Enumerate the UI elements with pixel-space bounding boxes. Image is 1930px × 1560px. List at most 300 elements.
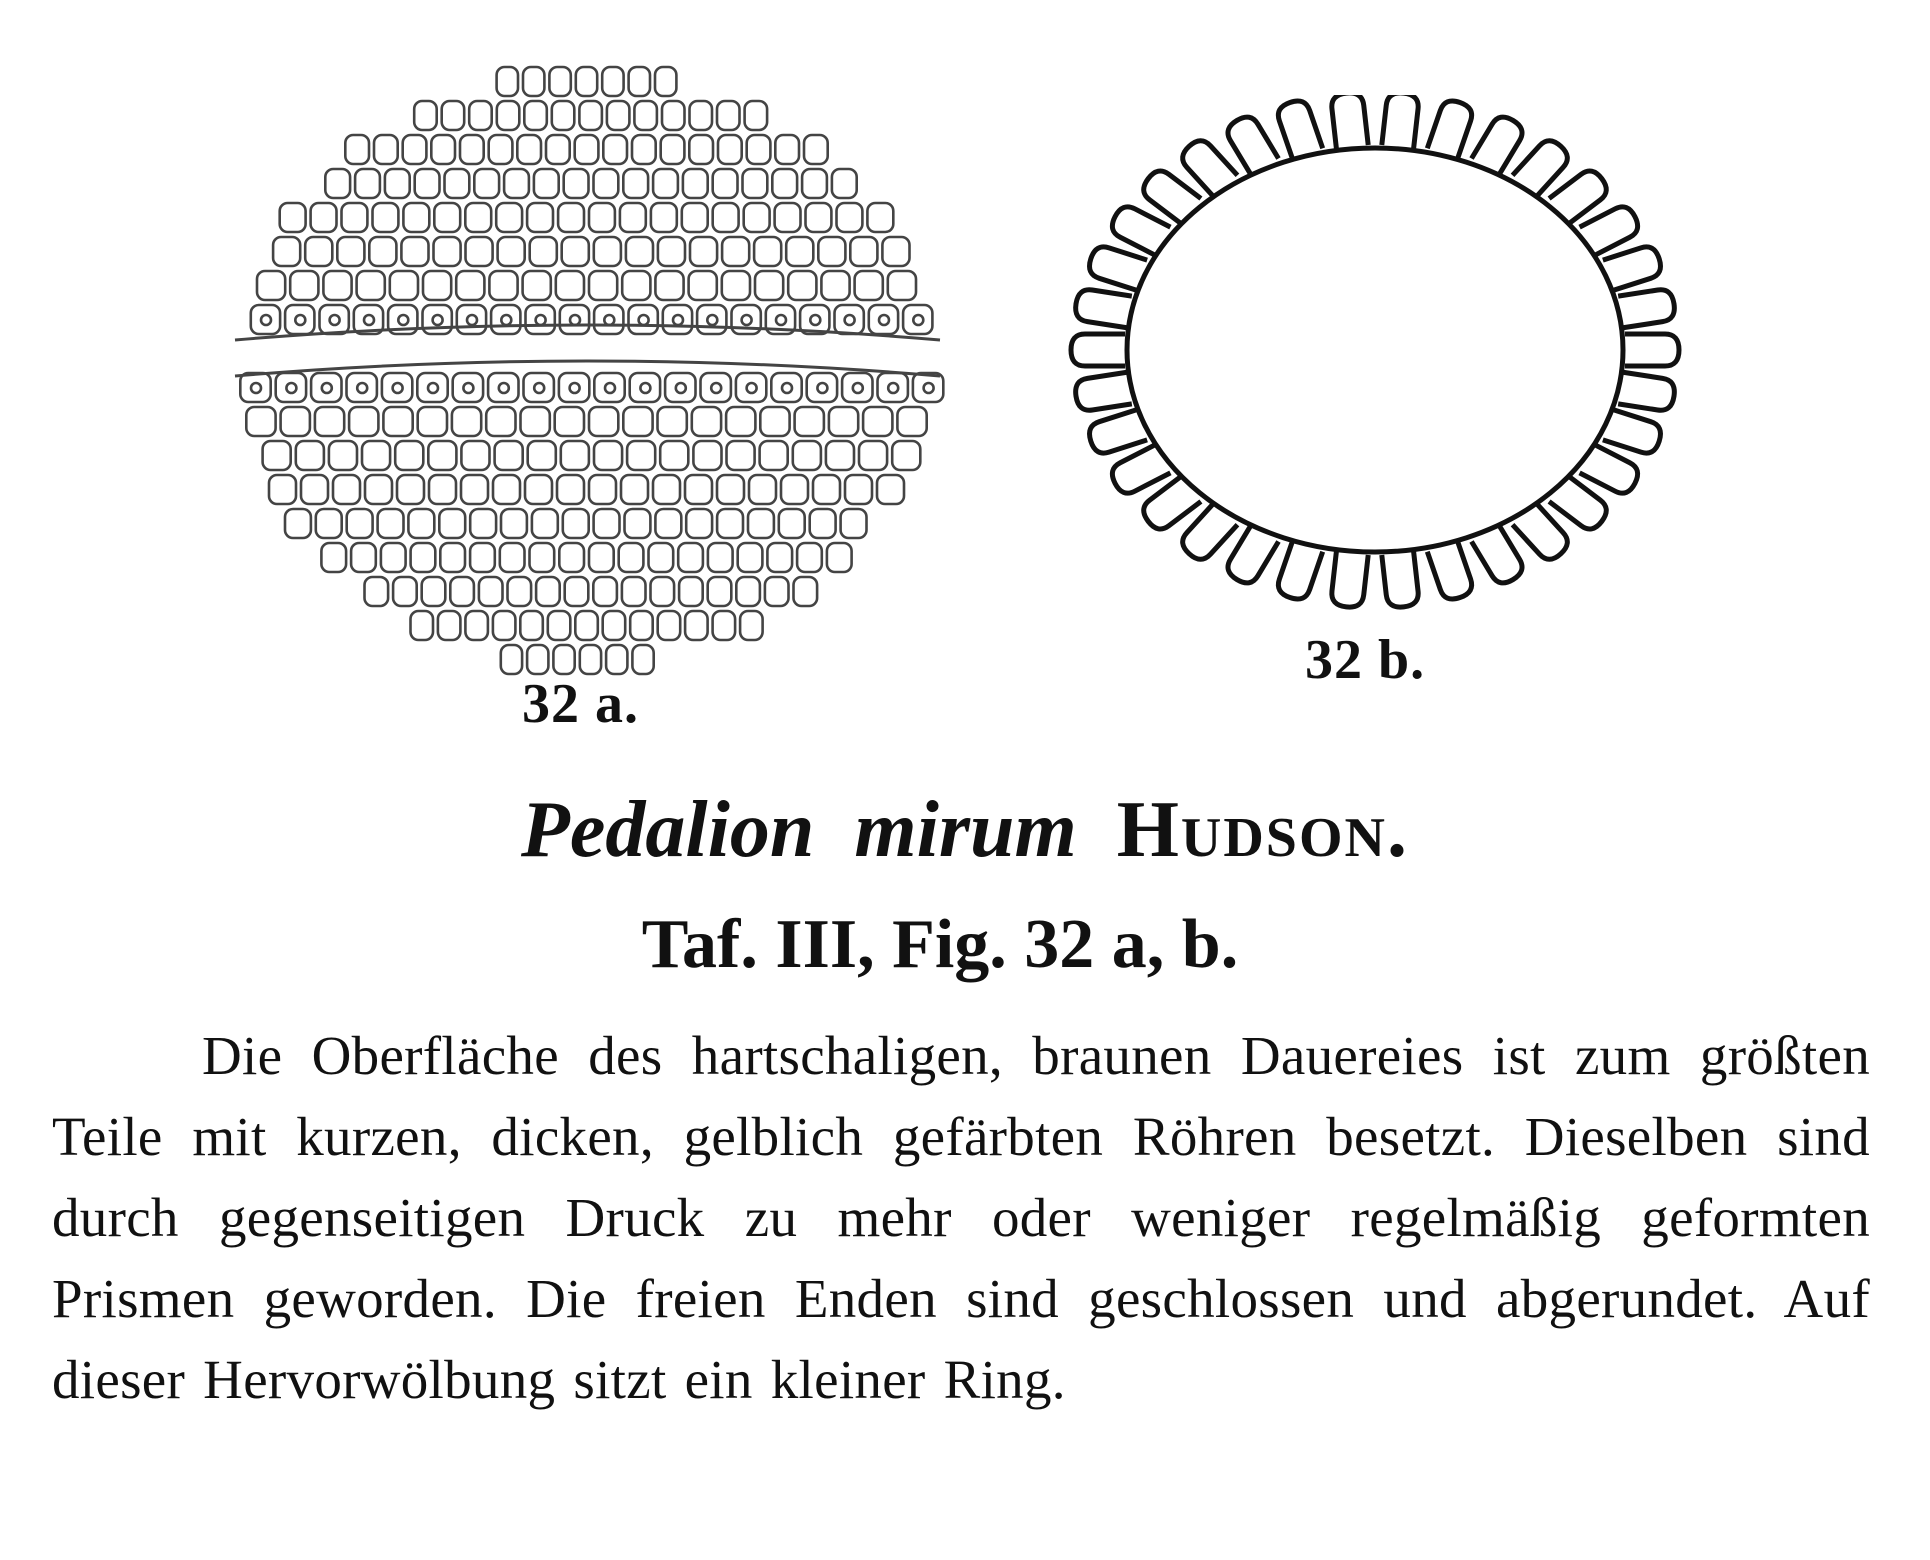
figure-32a-tube-cell (653, 475, 680, 504)
figure-32a-tube-cell (690, 237, 717, 266)
figure-32a-tube-opening (924, 383, 934, 393)
figure-32a-tube-cell (807, 373, 837, 402)
figure-32a-tube-cell (349, 407, 378, 436)
figure-32a-tube-opening (707, 315, 717, 325)
figure-32a-tube-cell (393, 577, 417, 606)
figure-32a-tube-cell (877, 475, 904, 504)
figure-32a-tube-cell (565, 577, 589, 606)
figure-32a-tube-cell (524, 101, 547, 130)
figure-32a-tube-cell (859, 441, 887, 470)
figure-32a-tube-opening (888, 383, 898, 393)
figure-32a-tube-cell (794, 577, 818, 606)
figure-32a-tube-cell (726, 407, 755, 436)
figure-32a-tube-cell (589, 407, 618, 436)
figure-32a-tube-cell (855, 271, 883, 300)
figure-32a-tube-cell (845, 475, 872, 504)
figure-32a-tube-cell (411, 611, 434, 640)
figure-32a-tube-cell (760, 441, 788, 470)
figure-32a-tube-cell (498, 237, 525, 266)
figure-32a-tube-cell (775, 203, 801, 232)
figure-32a-tube-cell (850, 237, 877, 266)
species-epithet-name: mirum (854, 786, 1077, 874)
figure-32a-tube-cell (408, 509, 434, 538)
figure-32a-tube-cell (603, 135, 627, 164)
figure-32a-tube-cell (663, 305, 692, 334)
figure-32a-tube-cell (536, 577, 560, 606)
figure-32a-tube-cell (552, 101, 575, 130)
figure-32b-tube-cell (1330, 551, 1368, 608)
figure-32a-tube-cell (553, 645, 574, 674)
figure-32a-tube-cell (810, 509, 836, 538)
figure-32a-tube-cell (557, 475, 584, 504)
figure-32a-tube-opening (782, 383, 792, 393)
figure-32a-tube-cell (440, 543, 465, 572)
figure-32a-tube-cell (257, 271, 285, 300)
figure-32a-tube-cell (679, 577, 703, 606)
figure-32a-tube-cell (579, 101, 602, 130)
figure-32a-tube-opening (330, 315, 340, 325)
figure-32a-tube-cell (489, 271, 517, 300)
figure-32a-tube-cell (682, 203, 708, 232)
figure-32a-tube-cell (414, 101, 437, 130)
figure-32a-tube-cell (423, 305, 452, 334)
figure-32a-tube-cell (841, 509, 867, 538)
figure-32a-tube-cell (713, 203, 739, 232)
figure-32a-tube-cell (892, 441, 920, 470)
figure-32a-tube-cell (594, 237, 621, 266)
figure-32a-tube-cell (795, 407, 824, 436)
figure-32a-tube-cell (878, 373, 908, 402)
figure-32a-tube-cell (665, 373, 695, 402)
figure-32a-tube-cell (708, 543, 733, 572)
figure-32a-tube-opening (673, 315, 683, 325)
figure-32a-tube-cell (869, 305, 898, 334)
figure-32a-tube-cell (620, 203, 646, 232)
figure-32a-tube-cell (693, 441, 721, 470)
figure-32a-tube-cell (465, 611, 488, 640)
figure-32a-tube-cell (793, 441, 821, 470)
figure-32a-tube-cell (431, 135, 455, 164)
figure-32a-tube-cell (632, 645, 653, 674)
figure-32a-tube-cell (771, 373, 801, 402)
figure-32a-tube-opening (676, 383, 686, 393)
figure-32a-tube-cell (701, 373, 731, 402)
figure-32a-tube-cell (373, 203, 399, 232)
figure-32a-tube-cell (630, 611, 653, 640)
figure-32a-tube-opening (604, 315, 614, 325)
figure-32a-tube-cell (501, 509, 527, 538)
figure-32a-tube-cell (559, 543, 584, 572)
figure-32a-tube-cell (767, 543, 792, 572)
figure-32a-tube-cell (342, 203, 368, 232)
figure-32a-tube-cell (466, 237, 493, 266)
figure-32a-tube-cell (575, 611, 598, 640)
figure-32a-tube-cell (508, 577, 532, 606)
figure-32a-tube-cell (632, 135, 656, 164)
figure-32a-tube-opening (467, 315, 477, 325)
figure-32b-tube-cell (1618, 372, 1676, 412)
figure-32a-tube-cell (689, 135, 713, 164)
figure-32a-tube-cell (651, 203, 677, 232)
figure-32a-tube-cell (347, 373, 377, 402)
figure-32a-tube-cell (594, 441, 622, 470)
figure-32a-tube-cell (382, 373, 412, 402)
figure-32a-tube-cell (385, 169, 410, 198)
figure-32a-tube-cell (423, 271, 451, 300)
figure-32a-tube-cell (526, 305, 555, 334)
figure-32a-tube-cell (603, 611, 626, 640)
figure-32b-tube-cell (1427, 97, 1475, 158)
figure-32a-tube-cell (690, 101, 713, 130)
figure-32a-tube-cell (365, 577, 389, 606)
figure-32a-tube-cell (374, 135, 398, 164)
plate-reference: Taf. III, Fig. 32 a, b. (641, 906, 1239, 983)
figure-32a-tube-cell (561, 441, 589, 470)
figure-32a-tube-cell (263, 441, 291, 470)
figure-32a-tube-cell (532, 509, 558, 538)
figure-32a-tube-cell (333, 475, 360, 504)
figure-32a-tube-cell (619, 543, 644, 572)
figure-32a-tube-cell (897, 407, 926, 436)
figure-32a-tube-cell (549, 67, 570, 96)
figure-32a-tube-cell (717, 475, 744, 504)
figure-32a-tube-cell (403, 135, 427, 164)
figure-32a-tube-cell (290, 271, 318, 300)
figure-32a-tube-cell (325, 169, 350, 198)
figure-32a-tube-cell (323, 271, 351, 300)
figure-32a-tube-cell (530, 543, 555, 572)
figure-32a-tube-cell (692, 407, 721, 436)
figure-32b-tube-cell (1603, 244, 1664, 291)
figure-32a-tube-cell (365, 475, 392, 504)
figure-32a-tube-opening (570, 315, 580, 325)
figure-32a-tube-cell (422, 577, 446, 606)
figure-32b-inner-wall (1127, 148, 1623, 552)
figure-32a-tube-cell (523, 271, 551, 300)
figure-32a-tube-cell (661, 135, 685, 164)
figure-32a-tube-cell (285, 305, 314, 334)
figure-32a-tube-opening (364, 315, 374, 325)
figure-32a-tube-opening (398, 315, 408, 325)
figure-32a-tube-cell (630, 373, 660, 402)
figure-32a-tube-cell (246, 407, 275, 436)
figure-32a-tube-cell (826, 441, 854, 470)
figure-32a-tube-cell (411, 543, 436, 572)
figure-32a-tube-cell (528, 441, 556, 470)
figure-32a-tube-cell (301, 475, 328, 504)
figure-32a-tube-opening (433, 315, 443, 325)
figure-32a-tube-cell (501, 645, 522, 674)
figure-32a-tube-cell (548, 611, 571, 640)
figure-32a-tube-cell (867, 203, 893, 232)
figure-32a-tube-cell (580, 645, 601, 674)
figure-32a-tube-cell (445, 169, 470, 198)
figure-32a-tube-opening (463, 383, 473, 393)
figure-32a-tube-opening (393, 383, 403, 393)
figure-32a-tube-opening (913, 315, 923, 325)
figure-32a-tube-cell (555, 407, 584, 436)
figure-32a-tube-cell (517, 135, 541, 164)
figure-32a-label: 32 a. (522, 673, 639, 735)
figure-32a-tube-cell (491, 305, 520, 334)
species-heading (0, 786, 1930, 874)
figure-32a-tube-cell (493, 611, 516, 640)
figure-32a-tube-cell (594, 373, 624, 402)
figure-32a-tube-cell (457, 305, 486, 334)
figure-32b-tube-cell (1074, 288, 1132, 328)
figure-32a-tube-cell (589, 203, 615, 232)
figure-32a-tube-cell (775, 135, 799, 164)
figure-32a-tube-cell (442, 101, 465, 130)
figure-32a-tube-cell (345, 135, 369, 164)
figure-32b-illustration (1055, 95, 1695, 615)
figure-32a-tube-opening (817, 383, 827, 393)
figure-32a-tube-cell (486, 407, 515, 436)
figure-32a-tube-cell (627, 441, 655, 470)
figure-32a-tube-cell (418, 407, 447, 436)
figure-32a-tube-cell (285, 509, 311, 538)
figure-32b-tube-cell (1071, 334, 1125, 366)
figure-32a-tube-cell (575, 135, 599, 164)
figure-32a-tube-cell (558, 203, 584, 232)
figure-32a-tube-cell (504, 169, 529, 198)
figure-32a-tube-cell (397, 475, 424, 504)
figure-32a-tube-cell (736, 373, 766, 402)
figure-32a-tube-cell (755, 271, 783, 300)
figure-32a-tube-cell (594, 509, 620, 538)
figure-32a-tube-opening (499, 383, 509, 393)
figure-32a-tube-cell (658, 611, 681, 640)
figure-32a-tube-cell (251, 305, 280, 334)
figure-32a-tube-cell (655, 67, 676, 96)
figure-32a-tube-cell (493, 475, 520, 504)
figure-32a-tube-cell (629, 305, 658, 334)
figure-32a-tube-cell (450, 577, 474, 606)
figure-32a-tube-cell (655, 509, 681, 538)
figure-32a-tube-opening (428, 383, 438, 393)
figure-32a-tube-cell (747, 135, 771, 164)
figure-32b-tube-cell (1427, 541, 1475, 602)
figure-32a-tube-cell (653, 169, 678, 198)
figure-32a-tube-cell (634, 101, 657, 130)
figure-32a-tube-cell (621, 475, 648, 504)
figure-32a-tube-cell (563, 509, 589, 538)
figure-32a-tube-cell (489, 135, 513, 164)
figure-32a-tube-cell (434, 237, 461, 266)
figure-32a-tube-cell (678, 543, 703, 572)
figure-32a-tube-cell (428, 441, 456, 470)
figure-32a-tube-cell (240, 373, 270, 402)
figure-32a-tube-cell (835, 305, 864, 334)
figure-32a-tube-opening (357, 383, 367, 393)
figure-32a-tube-opening (640, 383, 650, 393)
figure-32a-tube-cell (497, 67, 518, 96)
figure-32b-label: 32 b. (1305, 629, 1426, 691)
figure-32a-tube-cell (417, 373, 447, 402)
figure-32a-tube-cell (347, 509, 373, 538)
figure-32a-tube-cell (740, 611, 763, 640)
figure-32a-tube-cell (564, 169, 589, 198)
figure-32a-tube-cell (495, 441, 523, 470)
figure-32a-tube-cell (559, 373, 589, 402)
figure-32a-tube-opening (251, 383, 261, 393)
figure-32a-tube-cell (718, 135, 742, 164)
figure-32a-tube-cell (708, 577, 732, 606)
figure-32a-tube-cell (829, 407, 858, 436)
figure-32a-tube-cell (456, 271, 484, 300)
figure-32a-tube-cell (903, 305, 932, 334)
figure-32a-tube-cell (434, 203, 460, 232)
figure-32a-tube-cell (622, 577, 646, 606)
figure-32a-tube-cell (460, 135, 484, 164)
figure-32a-tube-cell (602, 67, 623, 96)
figure-32a-tube-opening (570, 383, 580, 393)
figure-32a-tube-cell (576, 67, 597, 96)
figure-32a-tube-opening (747, 383, 757, 393)
figure-32a-tube-cell (717, 101, 740, 130)
figure-32a-tube-cell (827, 543, 852, 572)
figure-32a-tube-cell (589, 475, 616, 504)
figure-32a-tube-cell (722, 271, 750, 300)
figure-32a-tube-cell (754, 237, 781, 266)
figure-32a-tube-cell (546, 135, 570, 164)
figure-32a-tube-cell (273, 237, 300, 266)
figure-32a-tube-cell (788, 271, 816, 300)
figure-32b-tube-cell (1275, 541, 1323, 602)
figure-32a-tube-cell (832, 169, 857, 198)
figure-32a-tube-cell (651, 577, 675, 606)
figure-32a-tube-cell (311, 373, 341, 402)
figure-32a-tube-cell (521, 407, 550, 436)
figure-32b-tube-cell (1382, 551, 1420, 608)
figure-32a-tube-cell (520, 611, 543, 640)
figure-32a-tube-cell (296, 441, 324, 470)
figure-32a-tube-cell (622, 271, 650, 300)
figure-32a-tube-opening (711, 383, 721, 393)
figure-32b-tube-cell (1074, 372, 1132, 412)
figure-32a-tube-cell (685, 611, 708, 640)
figure-32a-tube-cell (276, 373, 306, 402)
figure-32a-tube-cell (594, 305, 623, 334)
figure-32a-tube-cell (369, 237, 396, 266)
figure-32a-tube-opening (295, 315, 305, 325)
figure-32a-tube-cell (439, 509, 465, 538)
figure-32a-tube-opening (286, 383, 296, 393)
figure-32a-tube-cell (743, 169, 768, 198)
figure-32a-tube-cell (362, 441, 390, 470)
figure-32a-tube-opening (845, 315, 855, 325)
figure-32a-tube-cell (623, 169, 648, 198)
figure-32b-tube-cell (1603, 409, 1664, 456)
figure-32a-tube-cell (765, 577, 789, 606)
figure-32a-tube-cell (378, 509, 404, 538)
figure-32a-tube-cell (534, 169, 559, 198)
figure-32a-tube-cell (351, 543, 376, 572)
figure-32a-tube-cell (305, 237, 332, 266)
figure-32a-tube-cell (383, 407, 412, 436)
figure-32a-tube-cell (779, 509, 805, 538)
figure-32a-tube-opening (322, 383, 332, 393)
figure-32a-tube-opening (810, 315, 820, 325)
figure-32a-tube-cell (821, 271, 849, 300)
figure-32a-tube-cell (470, 509, 496, 538)
figure-32a-tube-cell (738, 543, 763, 572)
figure-32a-tube-cell (390, 271, 418, 300)
figure-32a-tube-cell (395, 441, 423, 470)
figure-32a-tube-cell (311, 203, 337, 232)
figure-32a-tube-cell (525, 475, 552, 504)
figure-32a-tube-cell (403, 203, 429, 232)
figure-32a-tube-cell (461, 475, 488, 504)
description-paragraph: Die Oberfläche des hartschaligen, braunen Dauereies ist zum größten Teile mit kurzen, dicken, gelblich gefärbten Röhren besetzt. Dieselben sind durch gegenseitigen Druck zu mehr oder weniger regelmäßig geformten Prismen geworden. Die freien Enden sind geschlossen und abgerundet. Auf dieser Hervorwölbung sitzt ein kleiner Ring. (52, 1025, 1870, 1410)
figure-32a-tube-cell (337, 237, 364, 266)
figure-32a-tube-cell (429, 475, 456, 504)
figure-32a-tube-cell (474, 169, 499, 198)
figure-32a-tube-cell (863, 407, 892, 436)
figure-32a-tube-cell (626, 237, 653, 266)
figure-32a-tube-opening (261, 315, 271, 325)
figure-32a-tube-opening (534, 383, 544, 393)
figure-32a-tube-cell (452, 407, 481, 436)
figure-32a-tube-opening (853, 383, 863, 393)
figure-32a-tube-cell (465, 203, 491, 232)
figure-32a-tube-cell (727, 441, 755, 470)
figure-32a-tube-cell (745, 101, 768, 130)
figure-32a-tube-cell (736, 577, 760, 606)
figure-32a-tube-cell (781, 475, 808, 504)
figure-32a-tube-cell (722, 237, 749, 266)
figure-32a-tube-cell (594, 169, 619, 198)
figure-32a-tube-cell (269, 475, 296, 504)
figure-32a-tube-cell (802, 169, 827, 198)
figure-32a-tube-cell (685, 475, 712, 504)
figure-32a-tube-cell (655, 271, 683, 300)
figure-32a-tube-cell (415, 169, 440, 198)
species-genus-name: Pedalion (521, 786, 815, 874)
figure-32b-tube-cell (1382, 95, 1420, 149)
figure-32a-tube-cell (497, 101, 520, 130)
figure-32a-tube-cell (315, 407, 344, 436)
figure-32a-tube-cell (660, 441, 688, 470)
figure-32a-tube-cell (469, 101, 492, 130)
figure-32a-tube-cell (806, 203, 832, 232)
figure-32a-tube-cell (744, 203, 770, 232)
figure-32a-tube-opening (879, 315, 889, 325)
species-author-name: Hudson. (1116, 786, 1409, 874)
figure-32a-tube-cell (748, 509, 774, 538)
figure-32a-tube-cell (461, 441, 489, 470)
figure-32a-tube-cell (496, 203, 522, 232)
figure-32a-tube-cell (479, 577, 503, 606)
figure-32a-tube-cell (320, 305, 349, 334)
figure-32a-tube-cell (321, 543, 346, 572)
figure-32a-tube-cell (281, 407, 310, 436)
figure-32a-tube-cell (357, 271, 385, 300)
figure-32a-tube-opening (639, 315, 649, 325)
figure-32a-tube-cell (524, 373, 554, 402)
figure-32a-tube-cell (470, 543, 495, 572)
figure-32a-tube-cell (606, 645, 627, 674)
figure-32a-tube-cell (837, 203, 863, 232)
figure-32a-tube-cell (697, 305, 726, 334)
figure-32a-tube-cell (589, 271, 617, 300)
figure-32a-tube-cell (438, 611, 461, 640)
figure-32a-tube-cell (713, 169, 738, 198)
figure-32a-tube-cell (560, 305, 589, 334)
figure-32b-tube-cell (1275, 97, 1323, 158)
figure-32a-tube-cell (713, 611, 736, 640)
figure-32b-tube-cell (1330, 95, 1368, 149)
